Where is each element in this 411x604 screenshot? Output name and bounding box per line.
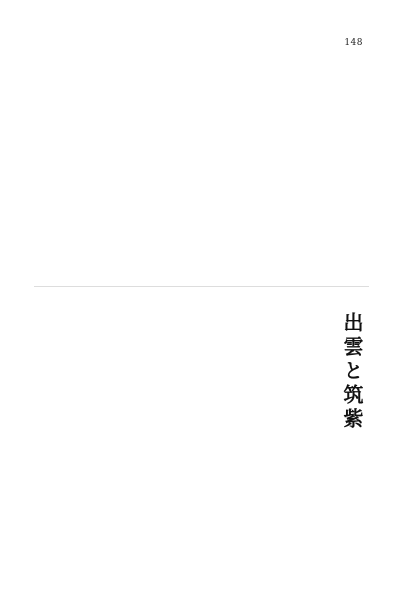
section-divider — [34, 286, 369, 287]
essay-region — [34, 300, 369, 570]
page-number: 148 — [344, 38, 363, 48]
essay-title: 出雲と筑紫 — [340, 312, 364, 432]
notes-region — [34, 58, 369, 282]
